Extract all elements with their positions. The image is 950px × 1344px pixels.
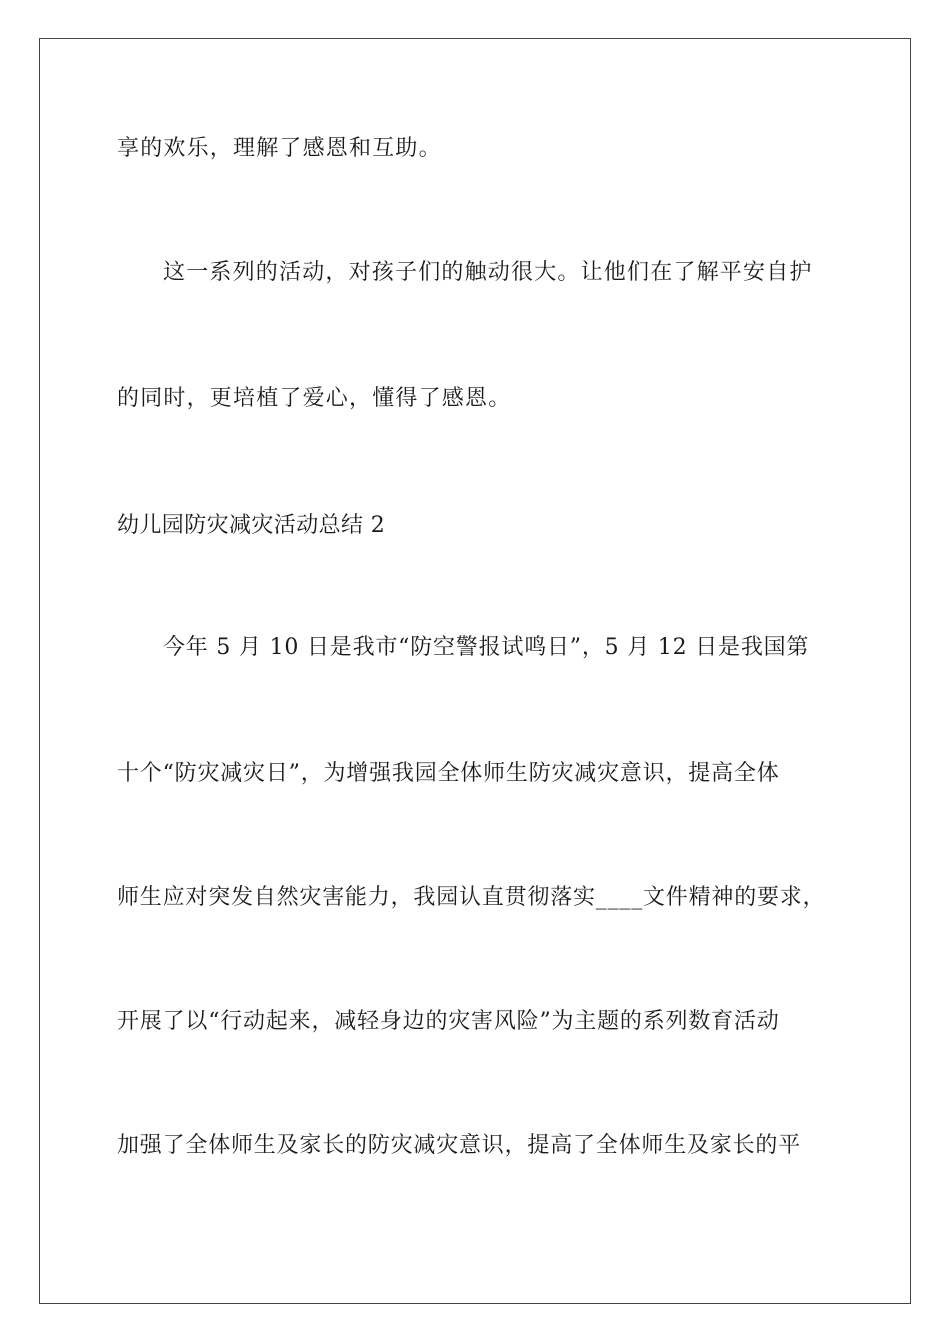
paragraph-line: 加强了全体师生及家长的防灾减灾意识，提高了全体师生及家长的平 — [117, 1133, 802, 1158]
paragraph-line: 享的欢乐，理解了感恩和互助。 — [117, 136, 442, 161]
paragraph-line: 这一系列的活动，对孩子们的触动很大。让他们在了解平安自护 — [163, 260, 813, 285]
paragraph-line: 开展了以“行动起来，减轻身边的灾害风险”为主题的系列数育活动 — [117, 1009, 780, 1034]
page-border — [39, 38, 911, 1304]
paragraph-line: 师生应对突发自然灾害能力，我园认直贯彻落实____文件精神的要求， — [117, 885, 826, 910]
section-heading: 幼儿园防灾减灾活动总结 2 — [117, 513, 386, 538]
paragraph-line: 十个“防灾减灾日”，为增强我园全体师生防灾减灾意识，提高全体 — [117, 761, 780, 786]
paragraph-line: 今年 5 月 10 日是我市“防空警报试鸣日”，5 月 12 日是我国第 — [163, 635, 810, 660]
paragraph-line: 的同时，更培植了爱心，懂得了感恩。 — [117, 386, 512, 411]
